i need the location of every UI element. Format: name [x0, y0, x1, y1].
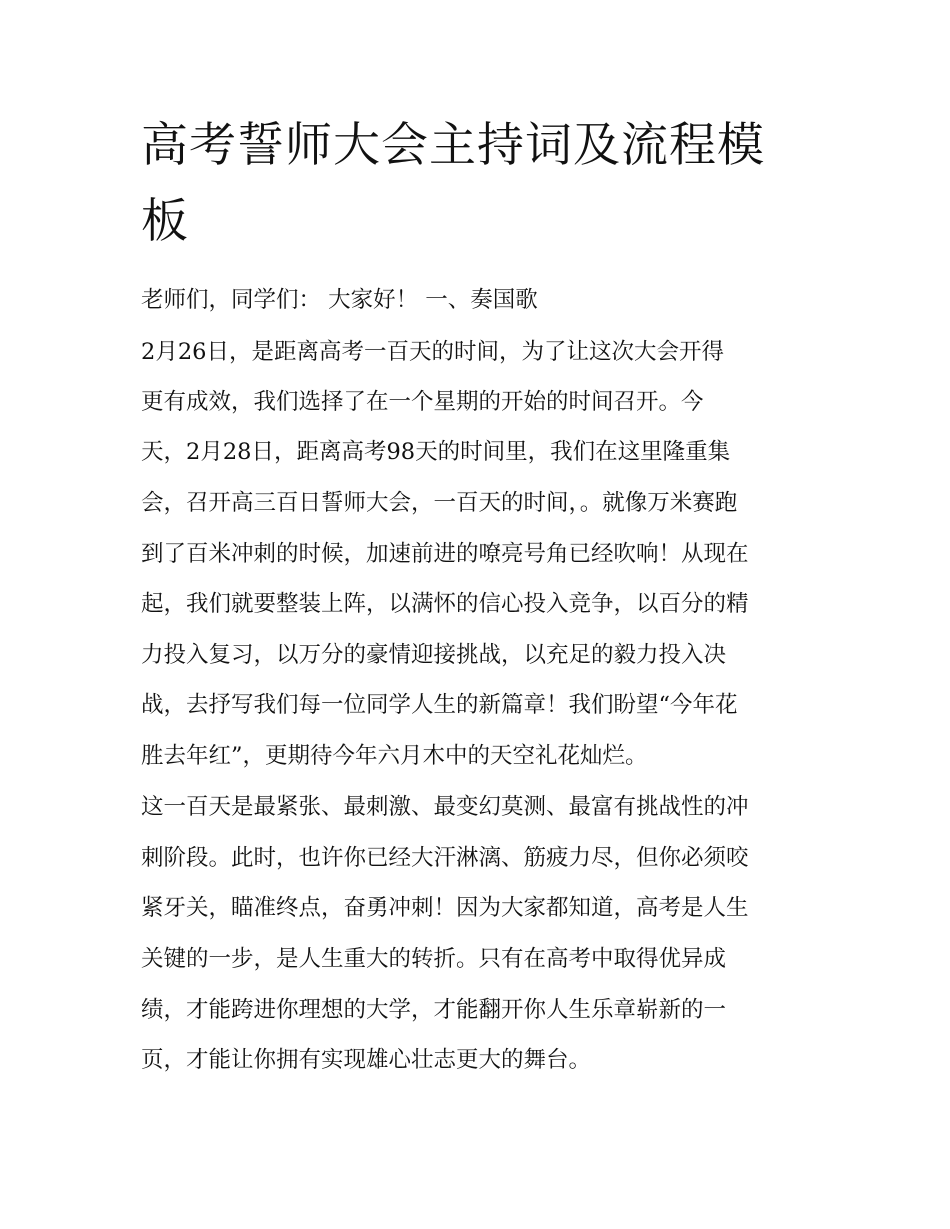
document-title: [141, 108, 811, 260]
body-line: 紧牙关，瞄准终点，奋勇冲刺！因为大家都知道，高考是人生: [141, 895, 749, 921]
body-line: 天，2月28日，距离高考98天的时间里，我们在这里隆重集: [141, 439, 731, 465]
body-line: 这一百天是最紧张、最刺激、最变幻莫测、最富有挑战性的冲: [141, 794, 749, 820]
body-line: 关键的一步，是人生重大的转折。只有在高考中取得优异成: [141, 946, 727, 972]
body-line: 会，召开高三百日誓师大会，一百天的时间，。就像万米赛跑: [141, 490, 738, 516]
body-line-greeting: 老师们，同学们： 大家好！ 一、奏国歌: [141, 287, 538, 313]
body-line: 起，我们就要整装上阵，以满怀的信心投入竞争，以百分的精: [141, 591, 749, 617]
title-line: 板: [141, 194, 189, 249]
body-line: 刺阶段。此时，也许你已经大汗淋漓、筋疲力尽，但你必须咬: [141, 845, 749, 871]
body-line: 绩，才能跨进你理想的大学，才能翻开你人生乐章崭新的一: [141, 997, 727, 1023]
body-line: 页，才能让你拥有实现雄心壮志更大的舞台。: [141, 1047, 592, 1073]
body-line: 力投入复习，以万分的豪情迎接挑战，以充足的毅力投入决: [141, 642, 727, 668]
body-line: 2月26日，是距离高考一百天的时间，为了让这次大会开得: [141, 339, 724, 365]
body-line: 到了百米冲刺的时候，加速前进的嘹亮号角已经吹响！从现在: [141, 541, 749, 567]
title-line: 高考誓师大会主持词及流程模: [141, 118, 765, 173]
body-line: 胜去年红”，更期待今年六月木中的天空礼花灿烂。: [141, 743, 648, 769]
body-line: 战，去抒写我们每一位同学人生的新篇章！我们盼望“今年花: [141, 692, 738, 718]
body-line: 更有成效，我们选择了在一个星期的开始的时间召开。今: [141, 389, 704, 415]
